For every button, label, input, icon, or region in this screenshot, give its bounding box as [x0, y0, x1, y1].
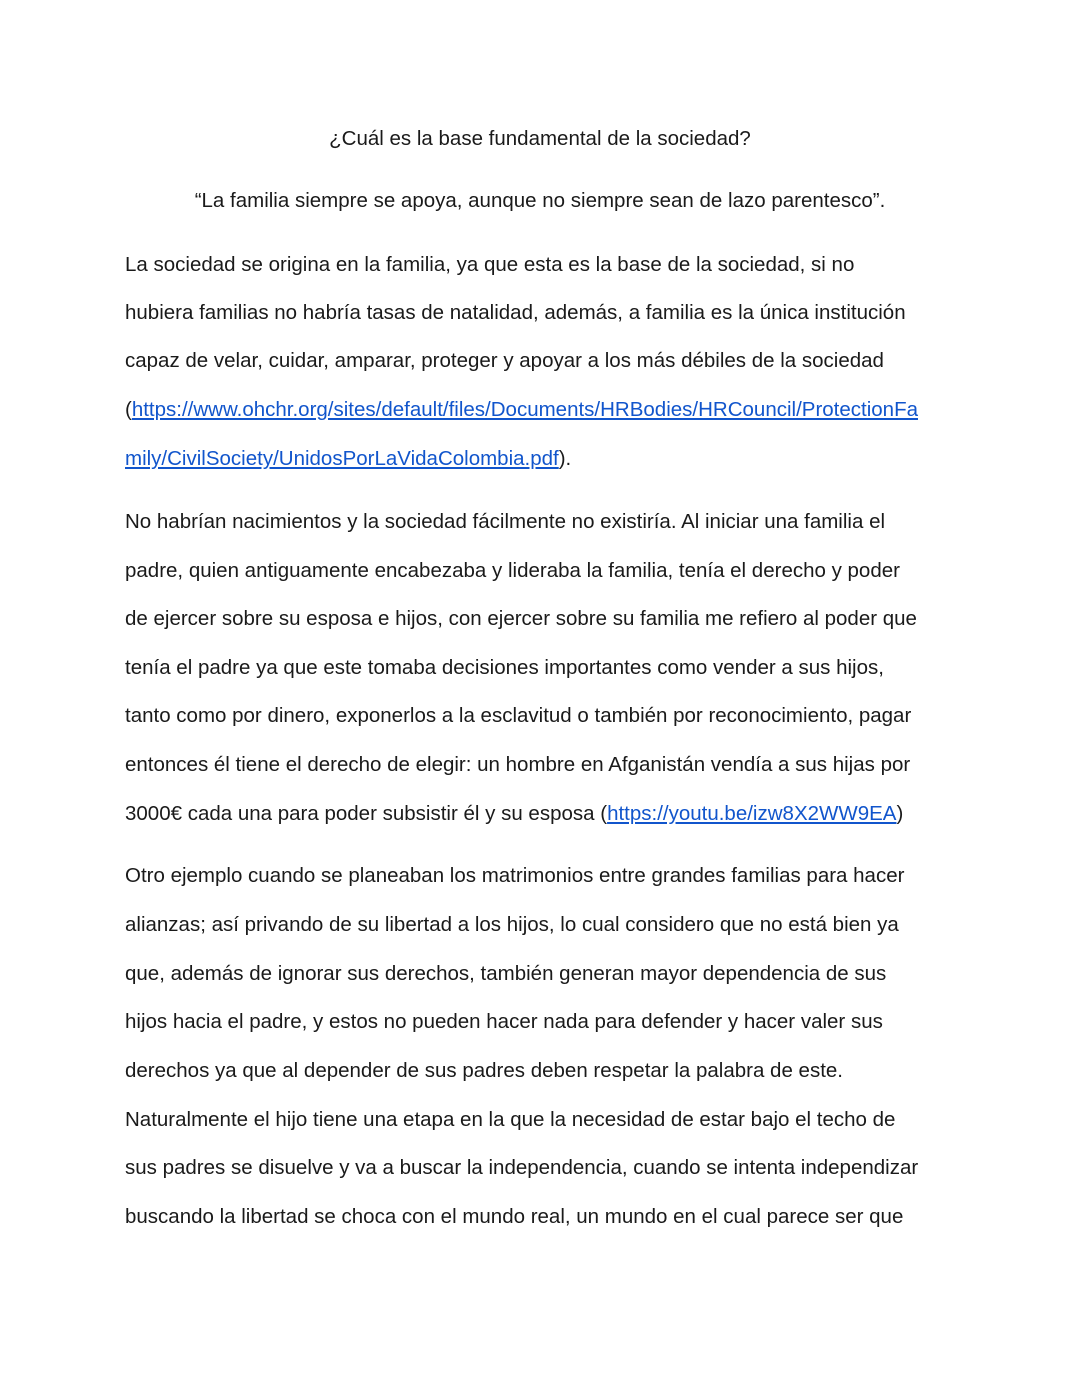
paragraph-1-line-3: capaz de velar, cuidar, amparar, proteger y apoyar a los más débiles de la sociedad [125, 349, 884, 372]
close-paren: ) [896, 802, 904, 825]
paragraph-1-line-1: La sociedad se origina en la familia, ya que esta es la base de la sociedad, si no [125, 253, 855, 276]
paragraph-3-line-4: hijos hacia el padre, y estos no pueden hacer nada para defender y hacer valer sus [125, 1010, 883, 1033]
ohchr-link-part-2[interactable]: mily/CivilSociety/UnidosPorLaVidaColombia.pdf [125, 447, 559, 470]
paragraph-3-line-3: que, además de ignorar sus derechos, también generan mayor dependencia de sus [125, 962, 887, 985]
paragraph-2-line-7 [125, 800, 903, 828]
paragraph-3-line-5: derechos ya que al depender de sus padres deben respetar la palabra de este. [125, 1059, 844, 1082]
paragraph-2-line-3: de ejercer sobre su esposa e hijos, con ejercer sobre su familia me refiero al poder que [125, 607, 917, 630]
youtube-link[interactable]: https://youtu.be/izw8X2WW9EA [607, 802, 897, 825]
paragraph-2-line-4: tenía el padre ya que este tomaba decisiones importantes como vender a sus hijos, [125, 656, 884, 679]
document-quote: “La familia siempre se apoya, aunque no siempre sean de lazo parentesco”. [194, 189, 886, 212]
ohchr-link-part-1[interactable]: https://www.ohchr.org/sites/default/files/Documents/HRBodies/HRCouncil/ProtectionFa [131, 398, 919, 421]
paragraph-1-line-4 [125, 396, 918, 424]
paragraph-3-line-2: alianzas; así privando de su libertad a los hijos, lo cual considero que no está bien ya [125, 913, 899, 936]
paragraph-3-line-8: buscando la libertad se choca con el mundo real, un mundo en el cual parece ser que [125, 1205, 904, 1228]
paragraph-2-line-1: No habrían nacimientos y la sociedad fácilmente no existiría. Al iniciar una familia el [125, 510, 886, 533]
paragraph-3-line-6: Naturalmente el hijo tiene una etapa en la que la necesidad de estar bajo el techo de [125, 1108, 896, 1131]
paragraph-3-line-1: Otro ejemplo cuando se planeaban los matrimonios entre grandes familias para hacer [125, 864, 905, 887]
paragraph-1-line-5 [125, 445, 571, 473]
paragraph-2-line-5: tanto como por dinero, exponerlos a la esclavitud o también por reconocimiento, pagar [125, 704, 912, 727]
paragraph-2-line-2: padre, quien antiguamente encabezaba y lideraba la familia, tenía el derecho y poder [125, 559, 900, 582]
paragraph-1-line-2: hubiera familias no habría tasas de natalidad, además, a familia es la única institución [125, 301, 906, 324]
close-paren: ). [558, 447, 572, 470]
paragraph-3-line-7: sus padres se disuelve y va a buscar la independencia, cuando se intenta independizar [125, 1156, 919, 1179]
paragraph-2-line-7-text: 3000€ cada una para poder subsistir él y su esposa ( [125, 802, 608, 825]
paragraph-2-line-6: entonces él tiene el derecho de elegir: un hombre en Afganistán vendía a sus hijas por [125, 753, 911, 776]
open-paren: ( [125, 398, 132, 421]
document-title: ¿Cuál es la base fundamental de la sociedad? [329, 127, 751, 150]
